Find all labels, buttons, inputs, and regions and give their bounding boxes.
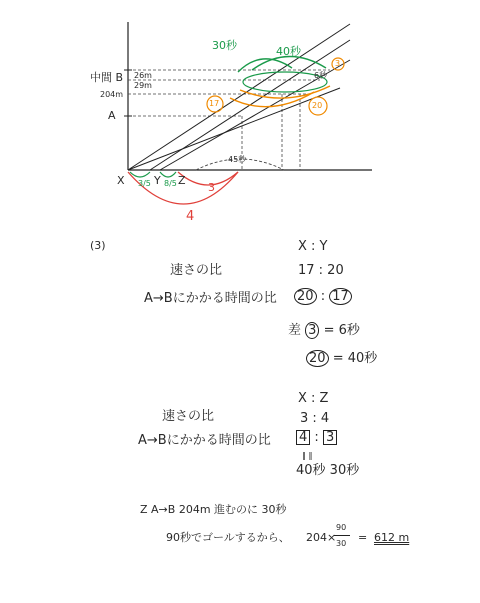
equal-marks: ‖ ‖ <box>302 451 313 460</box>
circled-3: 3 <box>305 322 319 339</box>
twenty-eq: = 40秒 <box>332 351 378 366</box>
label-17: 17 <box>209 99 220 108</box>
label-3: 3 <box>335 59 341 68</box>
green-small-arc-2 <box>160 172 176 177</box>
ratio-sep-2: : <box>314 430 319 445</box>
label-30s: 30秒 <box>212 39 237 52</box>
label-40s: 40秒 <box>276 45 301 58</box>
speed-label-1: 速さの比 <box>170 263 223 278</box>
ratio-sep-1: : <box>320 289 326 304</box>
calc-expr: 204× <box>306 531 337 544</box>
frac-3-5: 3/5 <box>138 179 151 188</box>
label-20: 20 <box>312 101 323 110</box>
circled-17: 17 <box>329 288 352 305</box>
label-z: Z <box>178 174 186 187</box>
frac-8-5: 8/5 <box>164 179 177 188</box>
calc-frac-bar <box>334 535 350 536</box>
xz-header: X : Z <box>298 391 329 406</box>
boxed-4: 4 <box>296 430 310 445</box>
circled-20b: 20 <box>306 350 329 367</box>
time-values-2: 40秒 30秒 <box>296 463 360 478</box>
line-goal: 90秒でゴールするから、 <box>166 531 290 544</box>
label-mid-b: 中間 B <box>90 71 124 84</box>
diff-label: 差 <box>288 323 302 338</box>
answer: 612 m <box>374 531 410 544</box>
label-204m: 204m <box>100 90 124 99</box>
diff-eq: = 6秒 <box>323 323 360 338</box>
time-label-1: A→Bにかかる時間の比 <box>144 291 277 306</box>
time-ratio-1 <box>294 288 352 305</box>
green-small-arc-1 <box>130 172 150 177</box>
calc-frac-den: 30 <box>336 539 347 548</box>
xy-header: X : Y <box>298 239 328 254</box>
circled-20: 20 <box>294 288 317 305</box>
problem-number: (3) <box>90 239 106 252</box>
time-label-2: A→Bにかかる時間の比 <box>138 433 271 448</box>
speed-ratio-1: 17 : 20 <box>298 263 344 278</box>
calc-eq: = <box>358 531 368 544</box>
label-45s: 45秒 <box>228 155 247 164</box>
calc-frac-num: 90 <box>336 523 347 532</box>
label-26m: 26m <box>134 71 152 80</box>
speed-ratio-2: 3 : 4 <box>300 411 330 426</box>
speed-label-2: 速さの比 <box>162 409 215 424</box>
boxed-3: 3 <box>323 430 337 445</box>
label-6s: 6秒 <box>314 71 328 80</box>
line-z-text: Z A→B 204m 進むのに 30秒 <box>140 503 287 516</box>
time-ratio-2 <box>296 430 337 445</box>
label-y: Y <box>154 174 161 187</box>
label-red-4: 4 <box>186 209 195 224</box>
travel-graph <box>0 0 480 230</box>
label-x: X <box>117 174 125 187</box>
label-29m: 29m <box>134 81 152 90</box>
label-red-3: 3 <box>208 181 215 194</box>
diff-line <box>288 322 360 339</box>
twenty-line <box>306 350 377 367</box>
label-a: A <box>108 109 116 122</box>
